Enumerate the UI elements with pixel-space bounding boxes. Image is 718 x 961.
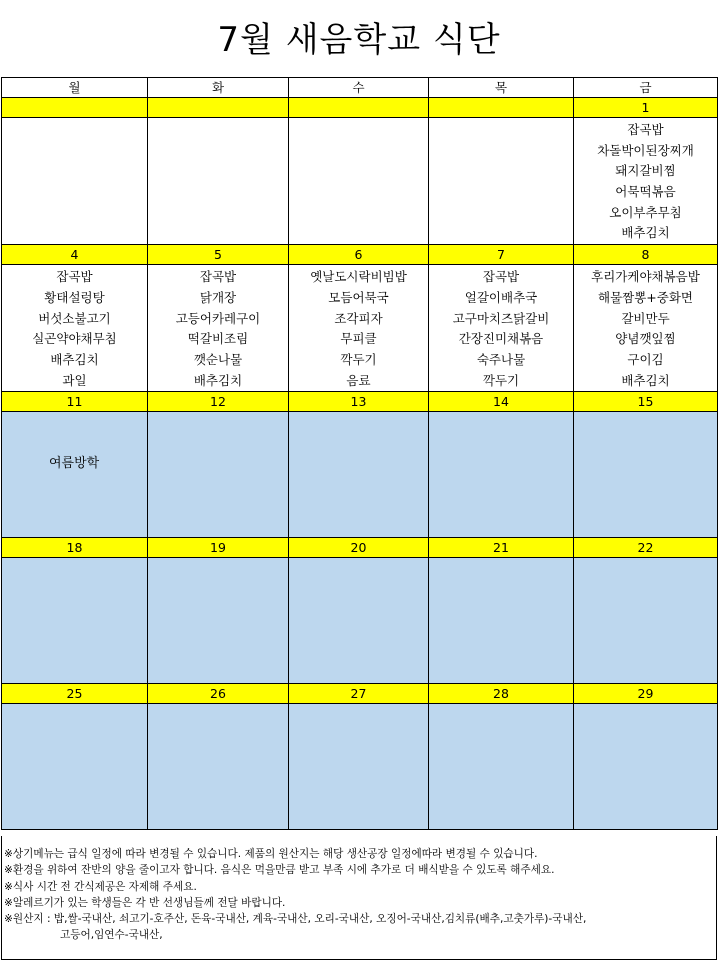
date-cell <box>148 98 289 118</box>
menu-cell <box>148 704 289 830</box>
menu-item: 잡곡밥 <box>482 269 520 285</box>
menu-cell <box>429 265 574 392</box>
menu-item: 고등어카레구이 <box>175 310 261 326</box>
menu-item: 무피클 <box>340 331 377 347</box>
menu-item: 배추김치 <box>193 372 243 388</box>
weekday-header-row <box>2 78 718 98</box>
menu-item: 얼갈이배추국 <box>464 289 538 305</box>
menu-item: 배추김치 <box>50 351 99 367</box>
date-cell: 6 <box>289 245 429 265</box>
date-cell: 13 <box>289 392 429 412</box>
menu-cell <box>574 265 718 392</box>
menu-row <box>2 704 718 830</box>
date-row <box>2 684 718 704</box>
date-cell: 28 <box>429 684 574 704</box>
date-cell: 8 <box>574 245 718 265</box>
date-row <box>2 245 718 265</box>
weekday-mon: 월 <box>2 78 148 98</box>
date-cell <box>429 98 574 118</box>
date-cell <box>2 98 148 118</box>
note-line: ※식사 시간 전 간식제공은 자제해 주세요. <box>4 880 197 893</box>
date-cell: 25 <box>2 684 148 704</box>
menu-item: 고구마치즈닭갈비 <box>452 310 550 326</box>
menu-item: 배추김치 <box>621 225 670 241</box>
date-cell: 21 <box>429 538 574 558</box>
weekday-wed: 수 <box>289 78 429 98</box>
menu-item: 깍두기 <box>340 351 377 367</box>
note-line: ※상기메뉴는 급식 일정에 따라 변경될 수 있습니다. 제품의 원산지는 해당 생산공장 일정에따라 변경될 수 있습니다. <box>4 848 538 860</box>
page-title: 7월 새음학교 식단 <box>217 19 501 60</box>
menu-item: 옛날도시락비빔밥 <box>310 269 407 285</box>
menu-item: 돼지갈비찜 <box>615 163 676 179</box>
menu-cell <box>429 118 574 245</box>
menu-item: 오이부추무침 <box>609 204 682 220</box>
date-cell: 1 <box>574 98 718 118</box>
menu-cell <box>2 265 148 392</box>
menu-item: 간장진미채볶음 <box>458 331 544 347</box>
menu-item: 배추김치 <box>621 372 670 388</box>
date-cell: 26 <box>148 684 289 704</box>
date-row <box>2 538 718 558</box>
menu-cell <box>148 558 289 684</box>
vacation-label: 여름방학 <box>49 456 100 472</box>
menu-row <box>2 412 718 538</box>
menu-cell <box>574 704 718 830</box>
menu-cell <box>289 558 429 684</box>
menu-item: 깍두기 <box>482 372 520 388</box>
date-cell: 18 <box>2 538 148 558</box>
menu-cell <box>2 118 148 245</box>
notes-section <box>1 836 717 960</box>
date-cell: 11 <box>2 392 148 412</box>
menu-item: 황태설렁탕 <box>44 289 105 305</box>
menu-cell <box>289 118 429 245</box>
menu-cell <box>148 412 289 538</box>
menu-item: 구이김 <box>627 351 664 367</box>
date-row <box>2 98 718 118</box>
menu-row <box>2 558 718 684</box>
menu-cell <box>148 118 289 245</box>
menu-cell <box>574 118 718 245</box>
note-line: ※원산지 : 밥,쌀-국내산, 쇠고기-호주산, 돈육-국내산, 계육-국내산, 오리-국내산, 오징어-국내산,김치류(배추,고춧가루)-국내산, <box>4 913 587 926</box>
weekday-tue: 화 <box>148 78 289 98</box>
date-cell: 15 <box>574 392 718 412</box>
menu-item: 조각피자 <box>334 310 383 326</box>
menu-cell <box>2 558 148 684</box>
menu-cell <box>429 558 574 684</box>
menu-item: 버섯소불고기 <box>38 310 111 326</box>
date-row <box>2 392 718 412</box>
date-cell <box>289 98 429 118</box>
menu-cell <box>2 412 148 538</box>
date-cell: 7 <box>429 245 574 265</box>
weekday-fri: 금 <box>574 78 718 98</box>
menu-cell <box>148 265 289 392</box>
weekday-thu: 목 <box>429 78 574 98</box>
menu-cell <box>574 558 718 684</box>
menu-cell <box>289 265 429 392</box>
menu-cell <box>289 704 429 830</box>
menu-item: 숙주나물 <box>476 351 526 367</box>
menu-row <box>2 265 718 392</box>
date-cell: 27 <box>289 684 429 704</box>
date-cell: 14 <box>429 392 574 412</box>
note-line: ※환경을 위하여 잔반의 양을 줄이고자 합니다. 음식은 먹을만큼 받고 부족 시에 추가로 더 배식받을 수 있도록 해주세요. <box>4 864 555 877</box>
menu-item: 차돌박이된장찌개 <box>597 142 694 158</box>
menu-cell <box>429 412 574 538</box>
menu-cell <box>289 412 429 538</box>
menu-row <box>2 118 718 245</box>
date-cell: 29 <box>574 684 718 704</box>
note-line: 고등어,임연수-국내산, <box>60 929 163 942</box>
menu-item: 갈비만두 <box>621 310 670 326</box>
menu-item: 어묵떡볶음 <box>615 184 676 200</box>
menu-cell <box>2 704 148 830</box>
menu-item: 잡곡밥 <box>56 269 93 285</box>
note-line: ※알레르기가 있는 학생들은 각 반 선생님들께 전달 바랍니다. <box>4 896 286 909</box>
menu-item: 떡갈비조림 <box>187 331 249 347</box>
menu-item: 잡곡밥 <box>199 269 237 285</box>
date-cell: 4 <box>2 245 148 265</box>
menu-item: 실곤약야채무침 <box>32 331 117 347</box>
menu-item: 해물짬뽕+중화면 <box>598 289 693 305</box>
menu-item: 양념깻잎찜 <box>615 331 676 347</box>
meal-calendar <box>1 77 718 830</box>
menu-cell <box>429 704 574 830</box>
menu-item: 과일 <box>62 372 87 388</box>
menu-item: 후리가케야채볶음밥 <box>591 269 700 285</box>
menu-item: 닭개장 <box>199 289 237 305</box>
menu-item: 모듬어묵국 <box>328 289 389 305</box>
menu-cell <box>574 412 718 538</box>
date-cell: 12 <box>148 392 289 412</box>
date-cell: 19 <box>148 538 289 558</box>
menu-item: 잡곡밥 <box>627 122 664 137</box>
date-cell: 5 <box>148 245 289 265</box>
date-cell: 22 <box>574 538 718 558</box>
menu-item: 음료 <box>346 372 371 388</box>
menu-item: 깻순나물 <box>193 351 243 367</box>
date-cell: 20 <box>289 538 429 558</box>
